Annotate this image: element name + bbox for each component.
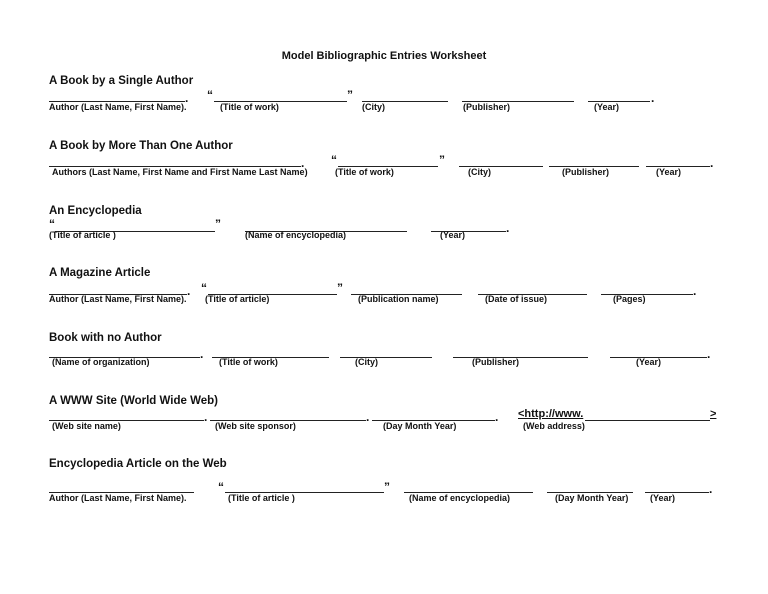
period: . (301, 156, 305, 170)
section-heading: A Book by a Single Author (49, 75, 194, 87)
year-field[interactable] (645, 478, 709, 493)
period: . (651, 91, 655, 105)
title-field[interactable] (214, 87, 347, 102)
caption-year: (Year) (656, 167, 682, 177)
organization-field[interactable] (49, 343, 200, 358)
section-heading: An Encyclopedia (49, 205, 142, 217)
caption-publisher: (Publisher) (463, 102, 511, 112)
caption-title: (Title of work) (335, 167, 394, 177)
caption-author: Author (Last Name, First Name). (49, 493, 187, 503)
caption-year: (Year) (650, 493, 676, 503)
year-field[interactable] (588, 87, 650, 102)
title-field[interactable] (212, 343, 329, 358)
open-quote: “ (218, 480, 224, 494)
caption-organization: (Name of organization) (52, 357, 150, 367)
close-quote: ” (439, 153, 445, 167)
publication-name-field[interactable] (351, 280, 462, 295)
period: . (187, 284, 191, 298)
period: . (204, 410, 208, 424)
open-quote: “ (201, 281, 207, 295)
open-quote: “ (331, 153, 337, 167)
article-title-field[interactable] (225, 478, 384, 493)
web-address-prefix: <http://www. (518, 408, 584, 420)
year-field[interactable] (646, 152, 710, 167)
publisher-field[interactable] (462, 87, 574, 102)
caption-year: (Year) (636, 357, 662, 367)
open-quote: “ (207, 88, 213, 102)
pages-field[interactable] (601, 280, 693, 295)
period: . (710, 156, 714, 170)
caption-date: (Day Month Year) (383, 421, 457, 431)
city-field[interactable] (362, 87, 448, 102)
section-heading: A WWW Site (World Wide Web) (49, 395, 218, 407)
caption-web-site-name: (Web site name) (52, 421, 121, 431)
caption-city: (City) (355, 357, 378, 367)
caption-title: (Title of work) (219, 357, 278, 367)
date-field[interactable] (547, 478, 633, 493)
section-heading: Encyclopedia Article on the Web (49, 458, 227, 470)
period: . (185, 91, 189, 105)
close-quote: ” (215, 217, 221, 231)
caption-publisher: (Publisher) (562, 167, 610, 177)
open-quote: “ (49, 217, 55, 231)
author-field[interactable] (49, 280, 187, 295)
web-address-suffix: > (710, 408, 717, 420)
date-of-issue-field[interactable] (478, 280, 587, 295)
period: . (495, 410, 499, 424)
caption-year: (Year) (594, 102, 620, 112)
caption-date: (Date of issue) (485, 294, 548, 304)
date-field[interactable] (372, 406, 495, 421)
caption-sponsor: (Web site sponsor) (215, 421, 296, 431)
caption-author: Author (Last Name, First Name). (49, 294, 187, 304)
page-title: Model Bibliographic Entries Worksheet (281, 50, 487, 62)
authors-field[interactable] (49, 152, 301, 167)
close-quote: ” (384, 480, 390, 494)
caption-article-title: (Title of article ) (49, 230, 116, 240)
caption-publication: (Publication name) (358, 294, 439, 304)
period: . (709, 482, 713, 496)
web-address-field[interactable] (585, 406, 710, 421)
caption-year: (Year) (440, 230, 466, 240)
period: . (506, 221, 510, 235)
period: . (366, 410, 370, 424)
publisher-field[interactable] (453, 343, 588, 358)
period: . (693, 284, 697, 298)
web-site-name-field[interactable] (49, 406, 204, 421)
caption-city: (City) (362, 102, 385, 112)
close-quote: ” (347, 88, 353, 102)
web-site-sponsor-field[interactable] (210, 406, 366, 421)
caption-article-title: (Title of article ) (228, 493, 295, 503)
period: . (200, 347, 204, 361)
caption-city: (City) (468, 167, 491, 177)
section-heading: A Book by More Than One Author (49, 140, 233, 152)
caption-authors: Authors (Last Name, First Name and First Name Last Name) (52, 167, 308, 177)
caption-publisher: (Publisher) (472, 357, 520, 367)
title-field[interactable] (208, 280, 337, 295)
period: . (707, 347, 711, 361)
encyclopedia-name-field[interactable] (404, 478, 533, 493)
caption-encyclopedia: (Name of encyclopedia) (245, 230, 347, 240)
section-heading: A Magazine Article (49, 267, 151, 279)
caption-encyclopedia: (Name of encyclopedia) (409, 493, 511, 503)
caption-pages: (Pages) (613, 294, 646, 304)
caption-web-address: (Web address) (523, 421, 585, 431)
publisher-field[interactable] (549, 152, 639, 167)
author-field[interactable] (49, 87, 185, 102)
caption-title: (Title of article) (205, 294, 270, 304)
year-field[interactable] (610, 343, 707, 358)
title-field[interactable] (338, 152, 438, 167)
close-quote: ” (337, 281, 343, 295)
caption-title: (Title of work) (220, 102, 279, 112)
author-field[interactable] (49, 478, 194, 493)
caption-date: (Day Month Year) (555, 493, 629, 503)
city-field[interactable] (459, 152, 543, 167)
city-field[interactable] (340, 343, 432, 358)
caption-author: Author (Last Name, First Name). (49, 102, 187, 112)
section-heading: Book with no Author (49, 332, 162, 344)
